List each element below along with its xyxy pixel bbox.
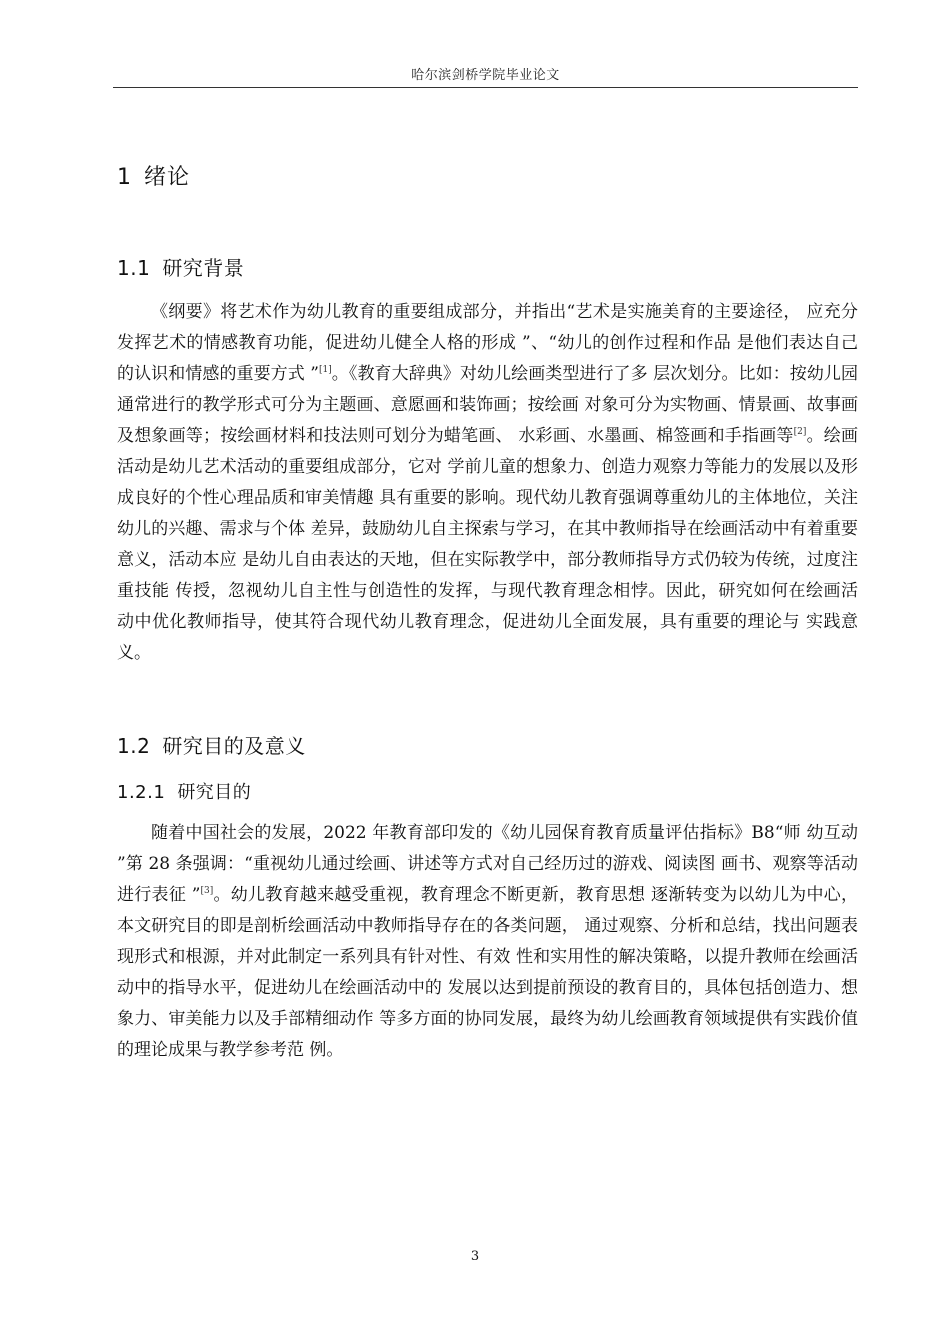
page-number: 3: [470, 1249, 480, 1264]
section-title-text: 研究目的及意义: [162, 734, 306, 758]
paragraph-text: 。绘画活动是幼儿艺术活动的重要组成部分，它对 学前儿童的想象力、创造力观察力等能力的发展以及形成良好的个性心理品质和审美情趣 具有重要的影响。现代幼儿教育强调尊重幼儿的主体地位，关注幼儿的兴趣、需求与个体 差异，鼓励幼儿自主探索与学习，在其中教师指导在绘画活动中有着重要意义，活动本应 是幼儿自由表达的天地，但在实际教学中，部分教师指导方式仍较为传统，过度注重技能 传授，忽视幼儿自主性与创造性的发挥，与现代教育理念相悖。因此，研究如何在绘画活 动中优化教师指导，使其符合现代幼儿教育理念，促进幼儿全面发展，具有重要的理论与 实践意义。: [117, 426, 859, 663]
citation-ref-1: [1]: [318, 365, 332, 375]
header-rule: [113, 87, 858, 88]
citation-ref-2: [2]: [793, 427, 807, 437]
subsection-number: 1.2.1: [117, 782, 166, 803]
subsection-title-research-purpose: [117, 778, 251, 804]
chapter-title-text: 绪论: [144, 165, 191, 190]
chapter-title: [117, 160, 190, 191]
subsection-title-text: 研究目的: [177, 782, 252, 803]
paragraph-research-purpose: [117, 818, 858, 1066]
running-header: 哈尔滨剑桥学院毕业论文: [411, 68, 560, 83]
section-title-purpose-significance: [117, 730, 306, 759]
paragraph-text: 随着中国社会的发展，2022 年教育部印发的《幼儿园保育教育质量评估指标》B8“师 幼互动 ”第 28 条强调：“重视幼儿通过绘画、讲述等方式对自己经历过的游戏、阅读图 画书、观察等活动进行表征 ”: [117, 823, 858, 905]
chapter-number: 1: [117, 165, 132, 190]
paragraph-research-background: [117, 297, 858, 669]
citation-ref-3: [3]: [200, 886, 214, 896]
section-title-research-background: [117, 252, 244, 281]
section-number: 1.2: [117, 734, 151, 758]
paragraph-text: 。《教育大辞典》对幼儿绘画类型进行了多 层次划分。比如：按幼儿园通常进行的教学形式可分为主题画、意愿画和装饰画；按绘画 对象可分为实物画、情景画、故事画及想象画等；按绘画材料和技法则可划分为蜡笔画、 水彩画、水墨画、棉签画和手指画等: [117, 364, 858, 446]
paragraph-text: 。幼儿教育越来越受重视，教育理念不断更新，教育思想 逐渐转变为以幼儿为中心，本文研究目的即是剖析绘画活动中教师指导存在的各类问题， 通过观察、分析和总结，找出问题表现形式和根源，并对此制定一系列具有针对性、有效 性和实用性的解决策略，以提升教师在绘画活动中的指导水平，促进幼儿在绘画活动中的 发展以达到提前预设的教育目的，具体包括创造力、想象力、审美能力以及手部精细动作 等多方面的协同发展，最终为幼儿绘画教育领域提供有实践价值的理论成果与教学参考范 例。: [117, 885, 858, 1060]
section-title-text: 研究背景: [162, 256, 245, 280]
section-number: 1.1: [117, 256, 151, 280]
paragraph-text: 《纲要》将艺术作为幼儿教育的重要组成部分，并指出“艺术是实施美育的主要途径， 应充分发挥艺术的情感教育功能，促进幼儿健全人格的形成 ”、“幼儿的创作过程和作品 是他们表达自己的认识和情感的重要方式 ”: [117, 302, 858, 384]
